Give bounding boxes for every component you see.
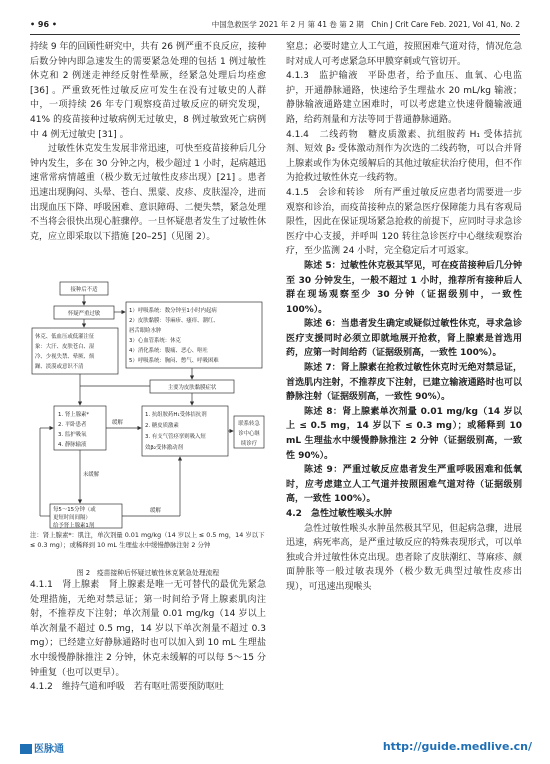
statement-9: 陈述 9：严重过敏反应患者发生严重呼吸困难和低氧时，应考虑建立人工气道并按照困难气道对待（证据级别高，一致性 100%）。 [286, 465, 522, 505]
shock-line-4: 躁、淡漠或意识不清 [35, 364, 84, 370]
repeat-line-1: 每5～15分钟（或 [53, 507, 96, 513]
flowchart-figure [30, 278, 266, 568]
label-relief-1: 缓解 [112, 420, 123, 426]
symptom-line-6: 5）呼吸系统：胸闷、憋气、呼吸困难 [129, 358, 219, 364]
statement-8: 陈述 8：肾上腺素单次剂量 0.01 mg/kg（14 岁以上 ≤ 0.5 mg，14 岁以下 ≤ 0.3 mg）；或稀释到 10 mL 生理盐水中缓慢静脉推注 2 分钟（证据级别高，一致性 90%）。 [286, 406, 522, 461]
section-4-2-heading: 4.2 急性过敏性喉头水肿 [286, 509, 392, 519]
figure-note: 注：肾上腺素*：肌注，单次剂量 0.01 mg/kg（14 岁以上 ≤ 0.5 mg，14 岁以下 ≤ 0.3 mg）；或稀释到 10 mL 生理盐水中缓慢静脉注射 2 分钟 [30, 531, 265, 549]
right-paragraph-1: 窒息；必要时建立人工气道，按照困难气道对待，情况危急时对成人可考虑紧急环甲膜穿刺或气管切开。 [286, 42, 522, 67]
shock-line-1: 休克、低血压或低灌注征 [35, 334, 95, 340]
symptom-line-1: 1）呼吸系统：数分钟至1小时内起病 [129, 308, 217, 314]
right-column [286, 40, 522, 595]
statement-6: 陈述 6：当患者发生确定或疑似过敏性休克，寻求急诊医疗支援同时必须立即就地展开抢救，肾上腺素是首选用药，应第一时间给药（证据级别高，一致性 100%）。 [286, 319, 522, 359]
second-line-3: 3. 有支气管痉挛则吸入短 [145, 434, 206, 440]
left-paragraph-1: 持续 9 年的回顾性研究中，共有 26 例严重不良反应，接种后数分钟内即急速发生的需要紧急处理的包括 1 例过敏性休克和 2 例迷走神经反射性晕厥，经紧急处理后均痊愈 [36] 。严重致死性过敏反应可发生在没有过敏史的人群中，一项持续 26 年专门观察疫苗过敏反应的研究发现，41% 的疫苗接种过敏病例无过敏史，8 例过敏致死亡病例中 4 例无过敏史 [31] 。 [30, 42, 266, 140]
section-4-1-4: 4.1.4 二线药物 糖皮质激素、抗组胺药 H₁ 受体拮抗剂、短效 β₂ 受体激动剂作为次选的二线药物，可以合并肾上腺素或作为休克缓解后的其他过敏症状治疗使用，但不作为抢救过敏性休克一线药物。 [286, 129, 522, 184]
figure-caption: 图 2 疫苗接种后怀疑过敏性休克紧急处理流程 [76, 569, 220, 577]
flowchart-svg [30, 278, 266, 530]
transfer-line-3: 续诊疗 [240, 441, 258, 447]
section-4-1-2: 4.1.2 维持气道和呼吸 若有呕吐需要预防呕吐 [30, 682, 224, 693]
step-line-4: 4. 静脉输液 [58, 442, 87, 448]
header-rule [30, 34, 520, 35]
second-line-2: 2. 糖皮质激素 [145, 423, 179, 429]
transfer-line-1: 联系转急 [238, 421, 260, 427]
step-line-2: 2. 平卧患者 [58, 422, 87, 428]
section-4-2-paragraph: 急性过敏性喉头水肿虽然极其罕见，但起病急骤，进展迅速，病死率高，是严重过敏反应的特殊表现形式，可以单独或合并过敏性休克出现。患者除了皮肤潮红、荨麻疹、颜面肿胀等一般过敏表现外（极少数无典型过敏性皮疹出现），可迅速出现喉头 [286, 523, 522, 592]
journal-citation: 中国急救医学 2021 年 2 月 第 41 卷 第 2 期 Chin J Crit Care Feb. 2021, Vol 41, No. 2 [211, 20, 520, 29]
symptom-line-2: 2）皮肤黏膜：荨麻疹、瘙痒、潮红、 [129, 318, 219, 324]
left-paragraph-2: 过敏性休克发生发展非常迅速，可快至疫苗接种后几分钟内发生，多在 30 分钟之内，极少超过 1 小时，起病越迅速常常病情越重（极少数无过敏性皮疹出现）[21] 。患者迅速出现胸闷、头晕、苍白、黑蒙、皮疹、皮肤湿冷，进而出现血压下降、呼吸困难、意识障碍、二便失禁，紧急处理不当将会很快出现心脏骤停。一旦怀疑患者发生了过敏性休克，应立即采取以下措施 [20–25]（见图 2）。 [30, 144, 266, 242]
step-line-3: 3. 监护吸氧 [58, 432, 87, 438]
label-no-relief: 未缓解 [83, 472, 100, 478]
statement-5: 陈述 5：过敏性休克极其罕见，可在疫苗接种后几分钟至 30 分钟发生，一般不超过 1 小时，推荐所有接种后人群在现场观察至少 30 分钟（证据级别中，一致性 100%）。 [286, 260, 522, 315]
medlive-logo [20, 740, 64, 755]
step-line-1: 1. 肾上腺素* [58, 412, 90, 418]
transfer-line-2: 诊中心继 [238, 431, 260, 437]
section-4-1-3: 4.1.3 监护输液 平卧患者，给予血压、血氧、心电监护，开通静脉通路，快速给予生理盐水 20 mL/kg 输液；静脉输液通路建立困难时，可以考虑建立快速骨髓输液通路，给药剂量和方法等同于普通静脉通路。 [286, 71, 522, 125]
symptom-line-4: 3）心血管系统：休克 [129, 338, 181, 344]
second-line-1: 1. 抗组胺药H₁受体拮抗剂 [145, 412, 207, 418]
medlive-logo-icon [20, 744, 32, 754]
statement-7: 陈述 7：肾上腺素在抢救过敏性休克时无绝对禁忌证，首选肌内注射，不推荐皮下注射，已建立输液通路时也可以静脉注射（证据级别高，一致性 90%）。 [286, 363, 522, 403]
repeat-line-3: 给予肾上腺素1剂 [53, 523, 95, 529]
medlive-logo-text: 医脉通 [34, 744, 64, 755]
symptom-line-5: 4）消化系统：腹痛、恶心、呕吐 [129, 348, 208, 354]
second-line-4: 效β₂受体激动剂 [145, 445, 183, 451]
text-post-vaccination-discomfort: 接种后不适 [70, 287, 98, 293]
footer-url[interactable]: http://guide.medlive.cn/ [382, 740, 532, 753]
text-skin-mucosa: 主要为皮肤黏膜症状 [167, 385, 217, 391]
symptom-line-3: 唇舌眼睑水肿 [129, 328, 162, 334]
repeat-line-2: 更短时间间隔） [53, 515, 91, 521]
section-4-1-5: 4.1.5 会诊和转诊 所有严重过敏反应患者均需要进一步观察和诊治，而疫苗接种点的紧急医疗保障能力具有客观局限性，因此在保证现场紧急抢救的前提下，应同时寻求急诊医疗中心支援，并呼叫 120 转往急诊医疗中心继续观察治疗，至少监测 24 小时，完全稳定后才可返家。 [286, 187, 522, 257]
shock-line-2: 象：大汗、皮肤苍白、湿 [35, 344, 95, 350]
page-number: • 96 • [30, 20, 57, 29]
left-column [30, 40, 266, 244]
label-relief-2: 缓解 [150, 508, 161, 514]
left-lower-text [30, 578, 266, 695]
running-header [30, 18, 520, 32]
shock-line-3: 冷、少视失禁、晕厥、烦 [35, 354, 95, 360]
text-suspected-anaphylaxis: 怀疑严重过敏 [67, 311, 101, 317]
section-4-1-1: 4.1.1 肾上腺素 肾上腺素是唯一无可替代的最优先紧急处理措施，无绝对禁忌证；第一时间给予肾上腺素肌肉注射，不推荐皮下注射；单次剂量 0.01 mg/kg（14 岁以上单次剂量不超过 0.5 mg，14 岁以下单次剂量不超过 0.3 mg）；已经建立好静脉通路时也可以加入到 10 mL 生理盐水中缓慢静脉推注 2 分钟，休克未缓解的可以每 5～15 分钟重复（也可以更早）。 [30, 580, 266, 678]
